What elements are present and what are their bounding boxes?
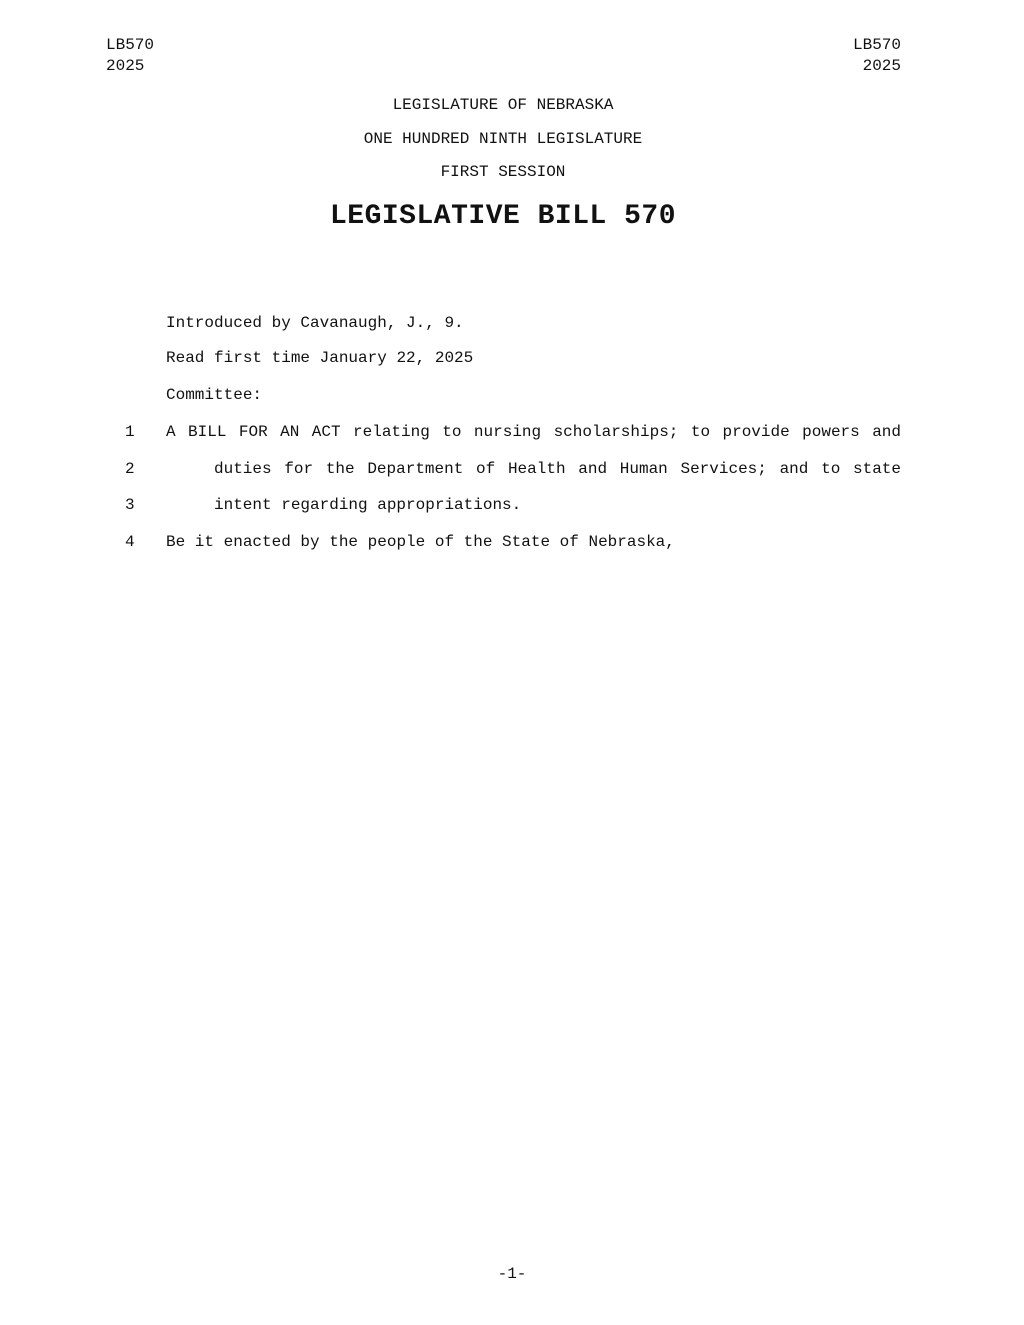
introduced-by: Introduced by Cavanaugh, J., 9. (166, 314, 464, 332)
header-right (853, 35, 901, 77)
header-left (106, 35, 154, 77)
line-text: A BILL FOR AN ACT relating to nursing scholarships; to provide powers and (166, 423, 901, 441)
line-number: 1 (125, 423, 135, 441)
line-number: 4 (125, 533, 135, 551)
committee-label: Committee: (166, 386, 263, 404)
bill-line (0, 533, 1024, 557)
header-left-bill-id: LB570 (106, 36, 155, 54)
read-first-time: Read first time January 22, 2025 (166, 349, 474, 367)
bill-title: LEGISLATIVE BILL 570 (329, 201, 677, 232)
bill-line (0, 460, 1024, 484)
line-number: 3 (125, 496, 135, 514)
header-right-year: 2025 (862, 57, 901, 75)
header-left-year: 2025 (106, 57, 145, 75)
legislature-session-name: ONE HUNDRED NINTH LEGISLATURE (363, 130, 643, 148)
line-text: intent regarding appropriations. (214, 496, 522, 514)
header-right-bill-id: LB570 (852, 36, 901, 54)
legislature-session: FIRST SESSION (440, 163, 566, 181)
line-number: 2 (125, 460, 135, 478)
bill-line (0, 423, 1024, 447)
legislature-name: LEGISLATURE OF NEBRASKA (392, 96, 614, 114)
line-text: duties for the Department of Health and Human Services; and to state (214, 460, 901, 478)
page-number: -1- (497, 1265, 527, 1283)
bill-line (0, 496, 1024, 520)
line-text: Be it enacted by the people of the State of Nebraska, (166, 533, 675, 551)
